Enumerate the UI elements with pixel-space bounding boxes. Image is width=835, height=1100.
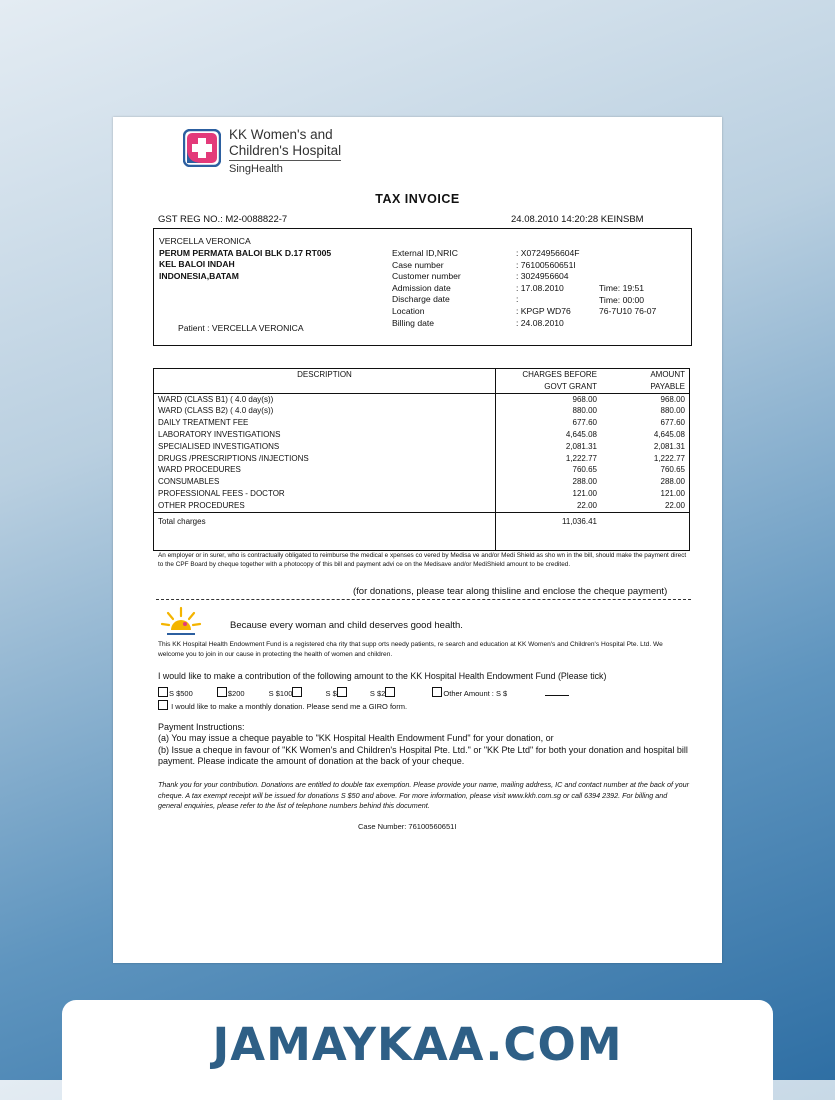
detail-label: Case number [392,259,444,270]
row-payable: 677.60 [660,418,685,428]
monthly-checkbox[interactable] [158,700,168,710]
fund-description: This KK Hospital Health Endowment Fund is a registered cha rity that supp orts needy patients, re search and education at KK Women's and Children's Hospital Pte. Ltd. We welcome you to join in our cause in protecting the health of women and children. [158,641,663,658]
endowment-sun-logo-icon [159,604,203,640]
monthly-option[interactable] [158,700,407,711]
total-label: Total charges [154,512,496,550]
col-before-grant-l2: GOVT GRANT [544,381,597,391]
payment-option-b: (b) Issue a cheque in favour of "KK Women's and Children's Hospital Pte. Ltd." or "KK Pte Ltd" for both your donation and hospital bill payment. Please indicate the amount of donation at the back of your cheque. [158,744,688,766]
payment-option-a: (a) You may issue a cheque payable to "KK Hospital Health Endowment Fund" for your donation, or [158,733,554,743]
table-row [154,441,690,453]
row-description: WARD PROCEDURES [158,465,241,475]
total-row [154,512,690,550]
option-500[interactable] [158,689,193,698]
detail-label: Location [392,305,425,316]
row-payable: 4,645.08 [653,429,685,439]
row-payable: 288.00 [660,477,685,487]
row-payable: 760.65 [660,465,685,475]
payment-heading: Payment Instructions: [158,722,245,732]
row-description: CONSUMABLES [158,477,220,487]
payment-instructions [158,733,698,768]
detail-value: : [516,294,519,305]
col-payable [601,369,690,394]
tear-line [156,599,691,600]
charges-table [153,368,690,551]
col-payable-l1: AMOUNT [650,370,685,379]
invoice-document [113,117,722,963]
banner-brand-text: JAMAYKAA.COM [212,1018,623,1071]
hospital-name [229,127,341,161]
row-description: SPECIALISED INVESTIGATIONS [158,441,280,451]
row-description: DRUGS /PRESCRIPTIONS /INJECTIONS [158,453,309,463]
table-row [154,476,690,488]
checkbox[interactable] [432,687,442,697]
row-description: WARD (CLASS B2) ( 4.0 day(s)) [158,406,274,416]
row-description: PROFESSIONAL FEES - DOCTOR [158,488,285,498]
address-line3: INDONESIA,BATAM [159,270,239,281]
row-before: 677.60 [496,417,602,429]
checkbox[interactable] [385,687,395,697]
other-amount-line[interactable] [545,695,569,696]
checkbox[interactable] [337,687,347,697]
row-before: 760.65 [496,464,602,476]
donation-slogan: Because every woman and child deserves good health. [230,620,463,631]
monthly-label: I would like to make a monthly donation. Please send me a GIRO form. [171,702,408,711]
option-100[interactable] [269,689,304,698]
hospital-cross-logo-icon [183,129,221,167]
option-label: S $100 [268,689,293,698]
table-row [154,417,690,429]
option-label: S $500 [169,689,193,698]
col-description: DESCRIPTION [297,370,352,379]
patient-info-box [153,228,692,346]
row-before: 4,645.08 [496,429,602,441]
table-row [154,429,690,441]
option-s[interactable] [326,689,348,698]
detail-values [516,248,580,329]
table-row [154,453,690,465]
row-description: WARD (CLASS B1) ( 4.0 day(s)) [154,393,496,405]
detail-value: : 17.08.2010 [516,282,564,293]
option-label: S $2 [369,689,386,698]
discharge-time: 00:00 [622,294,645,305]
discharge-time-label: Time: [599,294,621,305]
detail-label: Discharge date [392,294,450,305]
patient-name: VERCELLA VERONICA [159,236,251,246]
detail-label: Billing date [392,317,435,328]
contribution-prompt: I would like to make a contribution of the following amount to the KK Hospital Health Endowment Fund (Please tick) [158,671,607,681]
donation-options [158,687,569,698]
row-before: 288.00 [496,476,602,488]
option-label: $200 [227,689,245,698]
tear-line-note: (for donations, please tear along thisline and enclose the cheque payment) [353,586,668,597]
checkbox[interactable] [158,687,168,697]
address-line1: PERUM PERMATA BALOI BLK D.17 RT005 [159,247,332,258]
gst-reg-number: GST REG NO.: M2-0088822-7 [158,214,288,225]
bed-location: 76-7U10 76-07 [599,306,657,317]
hospital-group: SingHealth [229,163,283,175]
col-payable-l2: PAYABLE [650,381,685,391]
hospital-name-line1: KK Women's and [229,127,333,142]
admission-time-label: Time: [599,283,621,293]
detail-value: : KPGP WD76 [516,305,571,316]
admission-time: 19:51 [622,283,645,293]
total-before: 11,036.41 [496,512,602,550]
detail-value: : X0724956604F [516,248,580,258]
row-description: DAILY TREATMENT FEE [158,418,249,428]
detail-value: : 76100560651I [516,259,576,270]
hospital-name-line2: Children's Hospital [229,143,341,161]
row-payable: 2,081.31 [653,441,685,451]
detail-label: Admission date [392,282,451,293]
table-row [154,500,690,512]
col-before-grant-l1: CHARGES BEFORE [522,370,597,379]
row-payable: 22.00 [664,500,685,510]
table-row [154,405,690,417]
row-payable: 1,222.77 [653,453,685,463]
row-before: 121.00 [496,488,602,500]
detail-label: Customer number [392,271,461,282]
employer-fine-print: An employer or in surer, who is contractually obligated to reimburse the medical e xpenses co vered by Medisa ve and/or Medi Shield as sho wn in the bill, should make the payment direct to the CPF Board by cheque together with a photocopy of this bill and payment advi ce on the Medisave and/or MediShield amount to be credited. [158,552,687,569]
table-header-row [154,369,690,394]
table-row [154,488,690,500]
detail-label: External ID,NRIC [392,248,458,258]
time-labels [599,283,656,318]
option-s2[interactable] [370,689,396,698]
checkbox[interactable] [217,687,227,697]
footer-case-number: Case Number: 76100560651I [358,822,457,831]
table-row [154,464,690,476]
total-payable [601,512,690,550]
printed-timestamp: 24.08.2010 14:20:28 KEINSBM [511,214,644,225]
detail-value: : 24.08.2010 [516,317,564,328]
invoice-title: TAX INVOICE [375,192,460,206]
watermark-banner [62,1000,773,1100]
table-row [154,393,690,405]
option-200[interactable] [217,689,245,698]
row-payable: 880.00 [660,406,685,416]
option-label: S $ [325,689,337,698]
patient-address [159,236,331,282]
col-before-grant [496,369,602,394]
row-before: 2,081.31 [496,441,602,453]
row-description: OTHER PROCEDURES [158,500,245,510]
row-payable: 968.00 [601,393,690,405]
row-before: 22.00 [496,500,602,512]
detail-value: : 3024956604 [516,271,569,282]
row-before: 968.00 [496,393,602,405]
row-description: LABORATORY INVESTIGATIONS [158,429,281,439]
option-label: Other Amount : S $ [443,689,508,698]
patient-label: Patient : VERCELLA VERONICA [178,323,304,333]
checkbox[interactable] [292,687,302,697]
option-other[interactable] [432,689,507,698]
address-line2: KEL BALOI INDAH [159,259,235,270]
thank-you-note: Thank you for your contribution. Donations are entitled to double tax exemption. Please provide your name, mailing address, IC and contact number at the back of your cheque. A tax exempt receipt will be issued for donations S $50 and above. For more information, please visit www.kkh.com.sg or call 6394 2392. For billing and general enquiries, please refer to the list of telephone numbers behind this document. [158,780,689,811]
row-before: 880.00 [496,405,602,417]
row-payable: 121.00 [660,488,685,498]
detail-labels [392,248,461,329]
row-before: 1,222.77 [496,453,602,465]
